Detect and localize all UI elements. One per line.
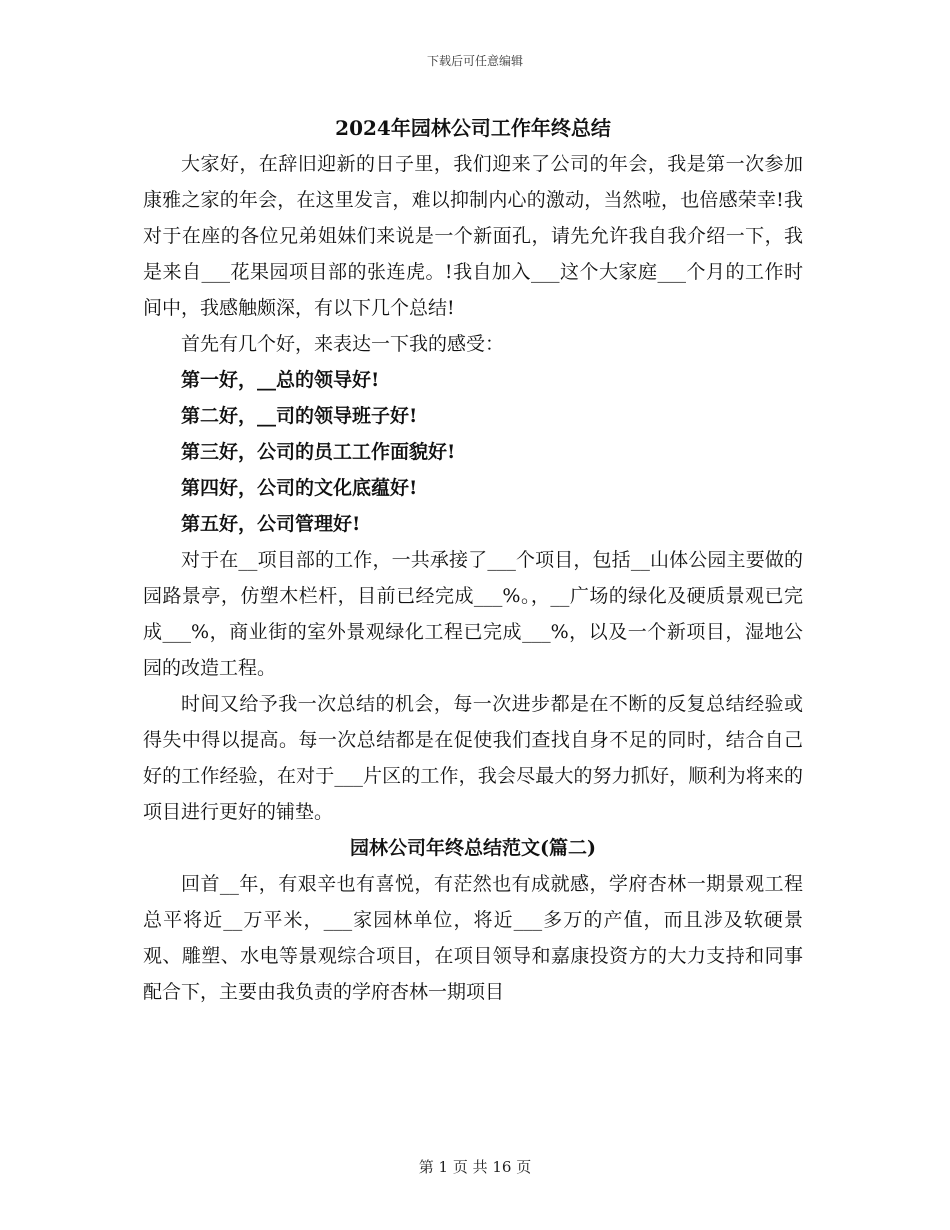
bold-line-2: 第二好，__司的领导班子好! [181, 405, 418, 427]
paragraph-intro: 大家好，在辞旧迎新的日子里，我们迎来了公司的年会，我是第一次参加康雅之家的年会，在这里发言，难以抑制内心的激动，当然啦，也倍感荣幸!我对于在座的各位兄弟姐妹们来说是一个新面孔，请先允许我自我介绍一下，我是来自___花果园项目部的张连虎。!我自加入___这个大家庭___个月的工作时间中，我感触颇深，有以下几个总结! [143, 153, 803, 319]
section-subtitle: 园林公司年终总结范文(篇二) [350, 837, 596, 859]
page-footer: 第 1 页 共 16 页 [418, 1158, 532, 1176]
document-body [143, 110, 803, 1010]
bold-line-3: 第三好，公司的员工工作面貌好! [181, 441, 456, 463]
bold-line-1: 第一好，__总的领导好! [181, 369, 380, 391]
paragraph-summary: 时间又给予我一次总结的机会，每一次进步都是在不断的反复总结经验或得失中得以提高。每一次总结都是在促使我们查找自身不足的同时，结合自己好的工作经验，在对于___片区的工作，我会尽最大的努力抓好，顺利为将来的项目进行更好的铺垫。 [143, 693, 803, 823]
document-title: 2024年园林公司工作年终总结 [335, 116, 611, 140]
bold-line-4: 第四好，公司的文化底蕴好! [181, 477, 418, 499]
paragraph-review: 回首__年，有艰辛也有喜悦，有茫然也有成就感，学府杏林一期景观工程总平将近__万平米，___家园林单位，将近___多万的产值，而且涉及软硬景观、雕塑、水电等景观综合项目，在项目领导和嘉康投资方的大力支持和同事配合下，主要由我负责的学府杏林一期项目 [143, 873, 803, 1003]
header-note: 下载后可任意编辑 [426, 54, 523, 68]
bold-line-5: 第五好，公司管理好! [181, 513, 361, 535]
paragraph-projects: 对于在__项目部的工作，一共承接了___个项目，包括__山体公园主要做的园路景亭，仿塑木栏杆，目前已经完成___%。，__广场的绿化及硬质景观已完成___%，商业街的室外景观绿化工程已完成___%，以及一个新项目，湿地公园的改造工程。 [143, 549, 803, 679]
paragraph-feelings: 首先有几个好，来表达一下我的感受： [181, 333, 505, 355]
